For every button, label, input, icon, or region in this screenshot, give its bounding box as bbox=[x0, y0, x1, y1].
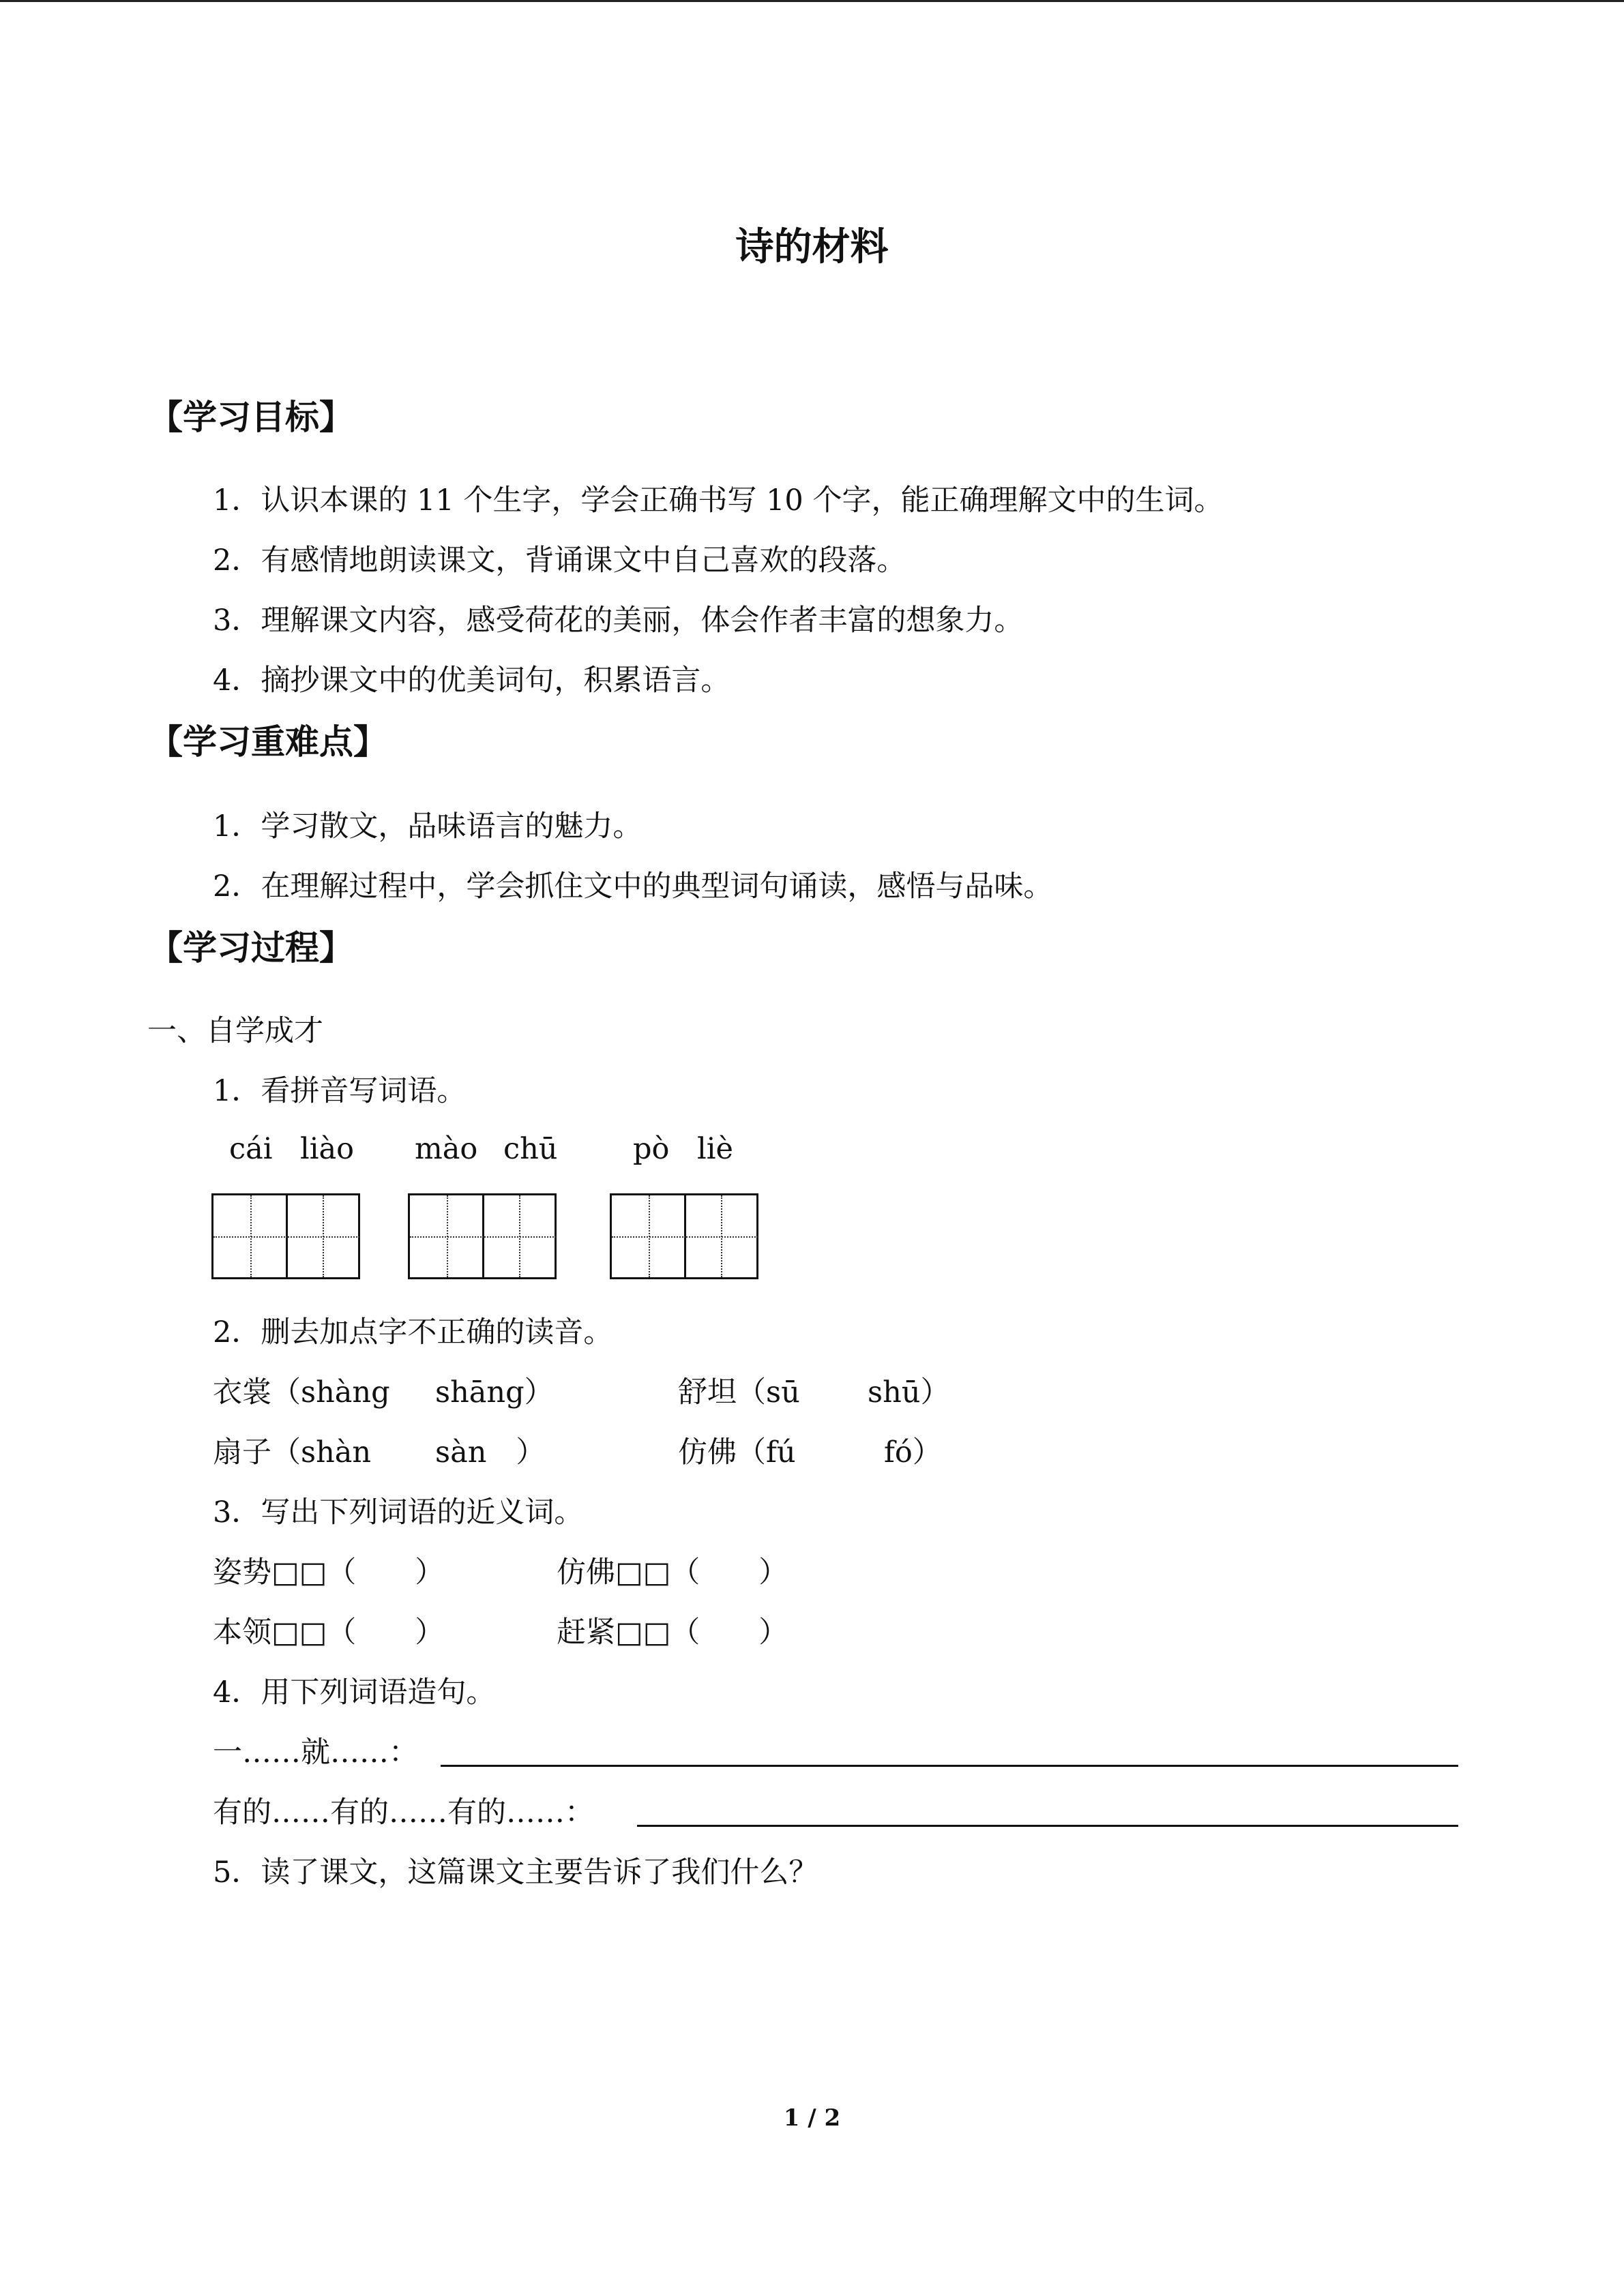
writing-cell[interactable] bbox=[612, 1195, 685, 1277]
section-heading-key-points: 【学习重难点】 bbox=[149, 721, 387, 762]
writing-grid[interactable] bbox=[211, 1193, 360, 1279]
synonym-item[interactable]: 本领□□（ ） bbox=[213, 1615, 445, 1650]
q1-prompt: 1．看拼音写词语。 bbox=[213, 1074, 467, 1108]
answer-line[interactable] bbox=[637, 1825, 1458, 1827]
synonym-item[interactable]: 赶紧□□（ ） bbox=[557, 1615, 788, 1650]
reading-choice[interactable]: 扇子（shàn bbox=[213, 1435, 372, 1470]
key-point-item: 1．学习散文，品味语言的魅力。 bbox=[213, 809, 643, 844]
q3-prompt: 3．写出下列词语的近义词。 bbox=[213, 1495, 584, 1530]
sentence-pattern-label: 有的……有的……有的……： bbox=[213, 1795, 594, 1830]
reading-choice[interactable]: 仿佛（fú bbox=[678, 1435, 796, 1470]
q2-prompt: 2．删去加点字不正确的读音。 bbox=[213, 1315, 613, 1350]
section-heading-process: 【学习过程】 bbox=[149, 927, 353, 968]
writing-cell[interactable] bbox=[286, 1195, 359, 1277]
reading-choice[interactable]: shāng） bbox=[435, 1375, 554, 1410]
page-title: 诗的材料 bbox=[735, 224, 889, 269]
writing-cell[interactable] bbox=[213, 1195, 287, 1277]
reading-choice[interactable]: 舒坦（sū bbox=[678, 1375, 800, 1410]
sentence-pattern-label: 一……就……： bbox=[213, 1735, 418, 1770]
synonym-item[interactable]: 姿势□□（ ） bbox=[213, 1555, 445, 1590]
page-top-border bbox=[0, 0, 1624, 2]
pinyin-label: cái bbox=[229, 1132, 273, 1166]
writing-cell[interactable] bbox=[482, 1195, 556, 1277]
writing-grid[interactable] bbox=[408, 1193, 557, 1279]
objective-item: 4．摘抄课文中的优美词句，积累语言。 bbox=[213, 664, 730, 698]
pinyin-label: liè bbox=[697, 1132, 733, 1166]
objective-item: 3．理解课文内容，感受荷花的美丽，体会作者丰富的想象力。 bbox=[213, 603, 1024, 638]
part-one-heading: 一、自学成才 bbox=[147, 1014, 323, 1048]
pinyin-label: mào bbox=[415, 1132, 478, 1166]
q5-prompt: 5．读了课文，这篇课文主要告诉了我们什么？ bbox=[213, 1855, 818, 1890]
q4-prompt: 4．用下列词语造句。 bbox=[213, 1675, 496, 1710]
reading-choice[interactable]: 衣裳（shàng bbox=[213, 1375, 390, 1410]
pinyin-label: liào bbox=[300, 1132, 355, 1166]
objective-item: 2．有感情地朗读课文，背诵课文中自己喜欢的段落。 bbox=[213, 543, 906, 578]
synonym-item[interactable]: 仿佛□□（ ） bbox=[557, 1555, 788, 1590]
pinyin-label: chū bbox=[503, 1132, 558, 1166]
answer-line[interactable] bbox=[441, 1765, 1458, 1767]
writing-grid[interactable] bbox=[610, 1193, 758, 1279]
writing-cell[interactable] bbox=[410, 1195, 484, 1277]
reading-choice[interactable]: shū） bbox=[868, 1375, 950, 1410]
key-point-item: 2．在理解过程中，学会抓住文中的典型词句诵读，感悟与品味。 bbox=[213, 869, 1053, 904]
pinyin-label: pò bbox=[633, 1132, 670, 1166]
reading-choice[interactable]: sàn ） bbox=[435, 1435, 546, 1470]
section-heading-objectives: 【学习目标】 bbox=[149, 397, 353, 437]
objective-item: 1．认识本课的 11 个生字，学会正确书写 10 个字，能正确理解文中的生词。 bbox=[213, 483, 1224, 518]
page-number: 1 / 2 bbox=[783, 2104, 841, 2132]
reading-choice[interactable]: fó） bbox=[884, 1435, 942, 1470]
writing-cell[interactable] bbox=[684, 1195, 758, 1277]
